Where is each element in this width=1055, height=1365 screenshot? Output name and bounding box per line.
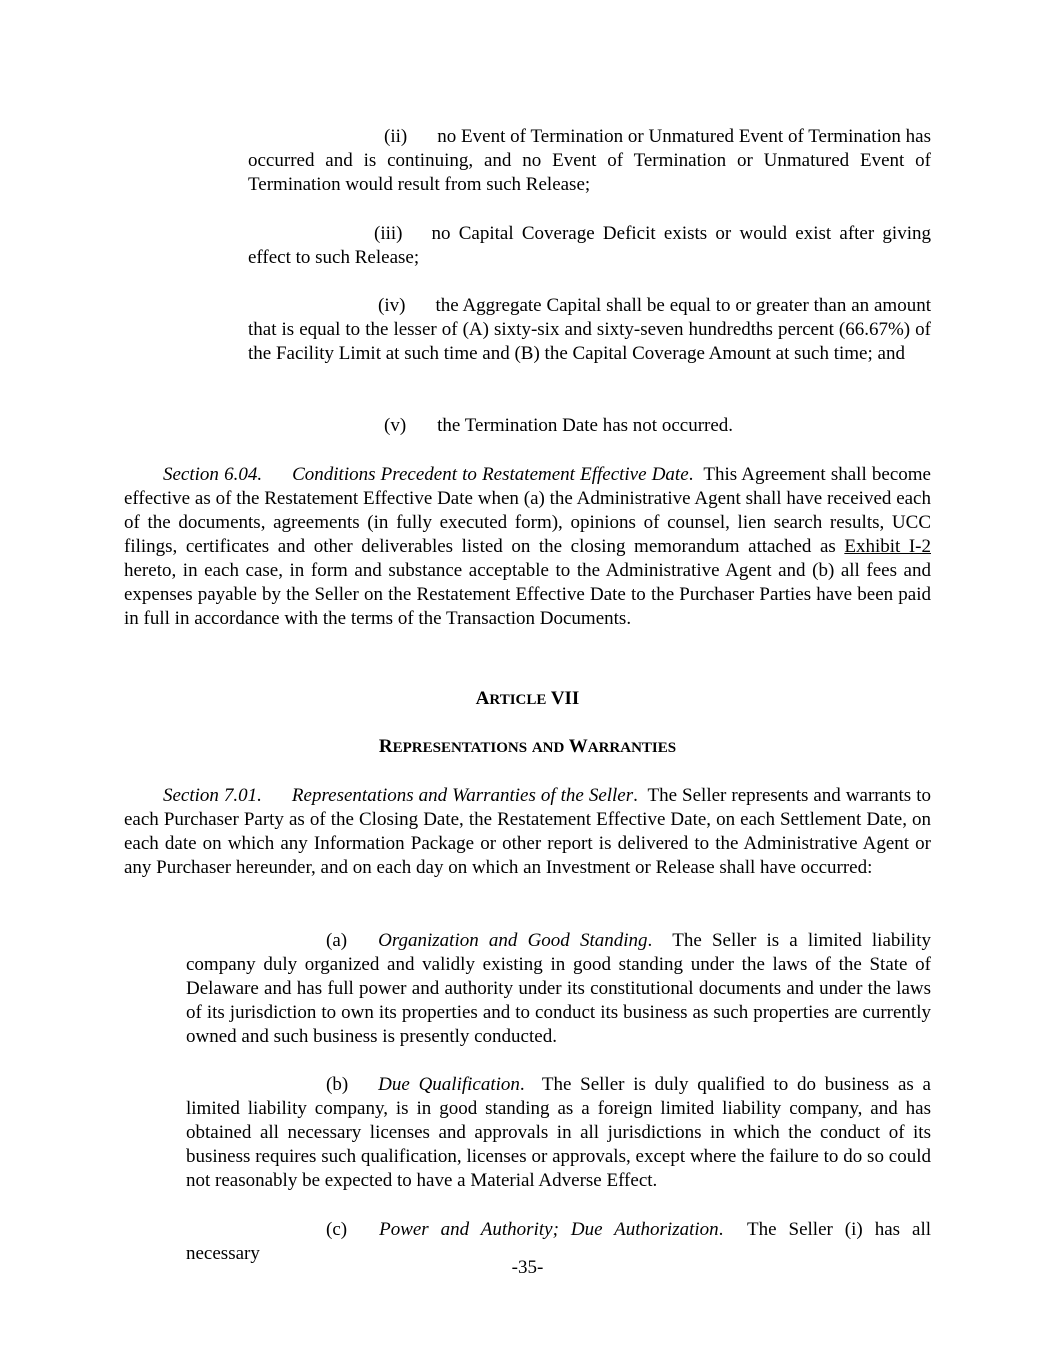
subsection-number: (c): [326, 1219, 348, 1240]
clause-v: [248, 414, 931, 438]
subsection-text: The Seller is a limited liability company duly organized and validly existing in good standing under the laws of the State of Delaware and has full power and authority under its constitutional documents and under the laws of its jurisdiction to own its properties and to conduct its business as such properties are currently owned and such business is presently conducted.: [186, 930, 931, 1047]
clause-text: no Capital Coverage Deficit exists or would exist after giving effect to such Release;: [248, 223, 931, 268]
section-title-punct: .: [688, 464, 694, 485]
clause-number: (iv): [378, 295, 406, 316]
subsection-text: The Seller is duly qualified to do business as a limited liability company, is in good standing as a foreign limited liability company, and has obtained all necessary licenses and approvals in all jurisdictions in which the conduct of its business requires such qualification, licenses or approvals, except where the failure to do so could not reasonably be expected to have a Material Adverse Effect.: [186, 1074, 931, 1191]
section-title: Representations and Warranties of the Seller: [291, 785, 634, 806]
clause-text: no Event of Termination or Unmatured Event of Termination has occurred and is continuing, and no Event of Termination or Unmatured Event of Termination would result from such Release;: [248, 126, 931, 195]
clause-number: (ii): [384, 126, 408, 147]
subsection-number: (b): [326, 1074, 349, 1095]
subsection-text: The Seller (i) has all necessary: [186, 1219, 931, 1264]
section-title-punct: .: [633, 785, 638, 806]
subsection-c: (c) Power and Authority; Due Authorization. The Seller (i) has all necessary: [186, 1219, 931, 1264]
clause-iv: [248, 294, 931, 366]
subsection-a: (a) Organization and Good Standing. The Seller is a limited liability company duly organized and validly existing in good standing under the laws of the State of Delaware and has full power and authority under its constitutional documents and under the laws of its jurisdiction to own its properties and to conduct its business as such properties are currently owned and such business is presently conducted.: [186, 930, 931, 1047]
section-title: Conditions Precedent to Restatement Effective Date: [292, 464, 689, 485]
exhibit-reference: Exhibit I-2: [844, 536, 931, 557]
subsection-title: Due Qualification: [378, 1074, 520, 1095]
clause-number: (v): [384, 415, 407, 436]
section-number: Section 7.01.: [163, 785, 262, 806]
subsection-title: Organization and Good Standing: [378, 930, 648, 951]
clause-number: (iii): [374, 223, 403, 244]
section-number: Section 6.04.: [163, 464, 263, 485]
clause-iii: [248, 222, 931, 270]
article-heading: ARTICLE VII: [475, 688, 580, 709]
section-6-04: [124, 463, 931, 631]
section-text: The Seller represents and warrants to each Purchaser Party as of the Closing Date, the Restatement Effective Date, on each Settlement Date, on each date on which any Information Package or other report is delivered to the Administrative Agent or any Purchaser hereunder, and on each day on which an Investment or Release shall have occurred:: [124, 785, 931, 878]
clause-text: the Aggregate Capital shall be equal to or greater than an amount that is equal to the lesser of (A) sixty-six and sixty-seven hundredths percent (66.67%) of the Facility Limit at such time and (B) the Capital Coverage Amount at such time; and: [248, 295, 931, 364]
section-text-cont: hereto, in each case, in form and substance acceptable to the Administrative Agent and (b) all fees and expenses payable by the Seller on the Restatement Effective Date to the Purchaser Parties have been paid in full in accordance with the terms of the Transaction Documents.: [124, 560, 931, 629]
page-number: -35-: [511, 1257, 544, 1278]
clause-ii: [248, 125, 931, 197]
subsection-number: (a): [326, 930, 348, 951]
subsection-b: (b) Due Qualification. The Seller is duly qualified to do business as a limited liability company, is in good standing as a foreign limited liability company, and has obtained all necessary licenses and approvals in all jurisdictions in which the conduct of its business requires such qualification, licenses or approvals, except where the failure to do so could not reasonably be expected to have a Material Adverse Effect.: [186, 1074, 931, 1191]
section-text: This Agreement shall become effective as of the Restatement Effective Date when (a) the Administrative Agent shall have received each of the documents, agreements (in fully executed form), opinions of counsel, lien search results, UCC filings, certificates and other deliverables listed on the closing memorandum attached as: [124, 464, 931, 557]
clause-text: the Termination Date has not occurred.: [437, 415, 734, 436]
section-7-01: [124, 784, 931, 880]
article-title: REPRESENTATIONS AND WARRANTIES: [378, 736, 677, 757]
subsection-title: Power and Authority; Due Authorization: [379, 1219, 719, 1240]
